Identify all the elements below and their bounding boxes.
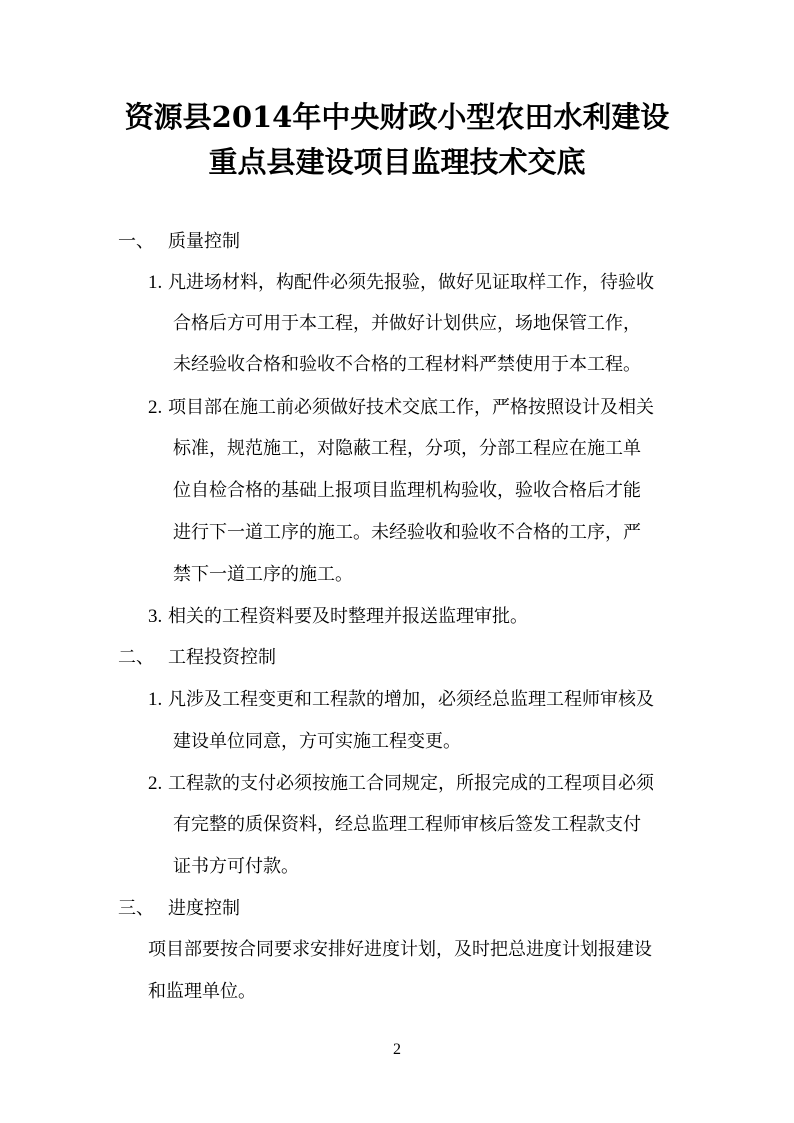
item-number: 2.: [148, 773, 163, 794]
section-number: 一、: [118, 231, 154, 252]
page-number: 2: [393, 1041, 401, 1058]
section-heading-quality-control: [118, 229, 240, 255]
item-number: 3.: [148, 606, 163, 627]
item-text-continued: 进行下一道工序的施工。未经验收和验收不合格的工序，严: [173, 522, 641, 543]
item-text-continued: 证书方可付款。: [173, 856, 299, 877]
list-item-1-1: [148, 270, 654, 296]
section-number: 二、: [118, 647, 154, 668]
section-title: 进度控制: [168, 898, 240, 919]
list-item-1-2: [148, 395, 654, 421]
item-text-continued: 禁下一道工序的施工。: [173, 564, 353, 585]
section-heading-schedule-control: [118, 896, 240, 922]
item-text: 相关的工程资料要及时整理并报送监理审批。: [167, 606, 528, 627]
item-text-continued: 标准，规范施工，对隐蔽工程，分项，分部工程应在施工单: [173, 438, 641, 459]
item-number: 1.: [148, 272, 163, 293]
section-title: 工程投资控制: [168, 647, 276, 668]
section-heading-investment-control: [118, 645, 276, 671]
item-text: 凡涉及工程变更和工程款的增加，必须经总监理工程师审核及: [167, 689, 654, 710]
list-item-2-1: [148, 687, 654, 713]
item-text-continued: 未经验收合格和验收不合格的工程材料严禁使用于本工程。: [173, 354, 641, 375]
document-title-line-2: 重点县建设项目监理技术交底: [208, 145, 586, 179]
list-item-2-2: [148, 771, 654, 797]
item-text-continued: 有完整的质保资料，经总监理工程师审核后签发工程款支付: [173, 814, 641, 835]
section-number: 三、: [118, 898, 154, 919]
paragraph-line: 和监理单位。: [148, 981, 256, 1002]
item-number: 1.: [148, 689, 163, 710]
item-text-continued: 合格后方可用于本工程，并做好计划供应，场地保管工作，: [173, 313, 641, 334]
item-text: 工程款的支付必须按施工合同规定，所报完成的工程项目必须: [167, 773, 654, 794]
item-text: 凡进场材料，构配件必须先报验，做好见证取样工作，待验收: [167, 272, 654, 293]
item-text-continued: 建设单位同意，方可实施工程变更。: [173, 731, 461, 752]
item-text-continued: 位自检合格的基础上报项目监理机构验收，验收合格后才能: [173, 480, 641, 501]
document-title-line-1: 资源县2014年中央财政小型农田水利建设: [124, 100, 670, 134]
item-number: 2.: [148, 397, 163, 418]
item-text: 项目部在施工前必须做好技术交底工作，严格按照设计及相关: [167, 397, 654, 418]
list-item-1-3: [148, 604, 528, 630]
section-title: 质量控制: [168, 231, 240, 252]
paragraph-line: 项目部要按合同要求安排好进度计划，及时把总进度计划报建设: [148, 939, 652, 960]
